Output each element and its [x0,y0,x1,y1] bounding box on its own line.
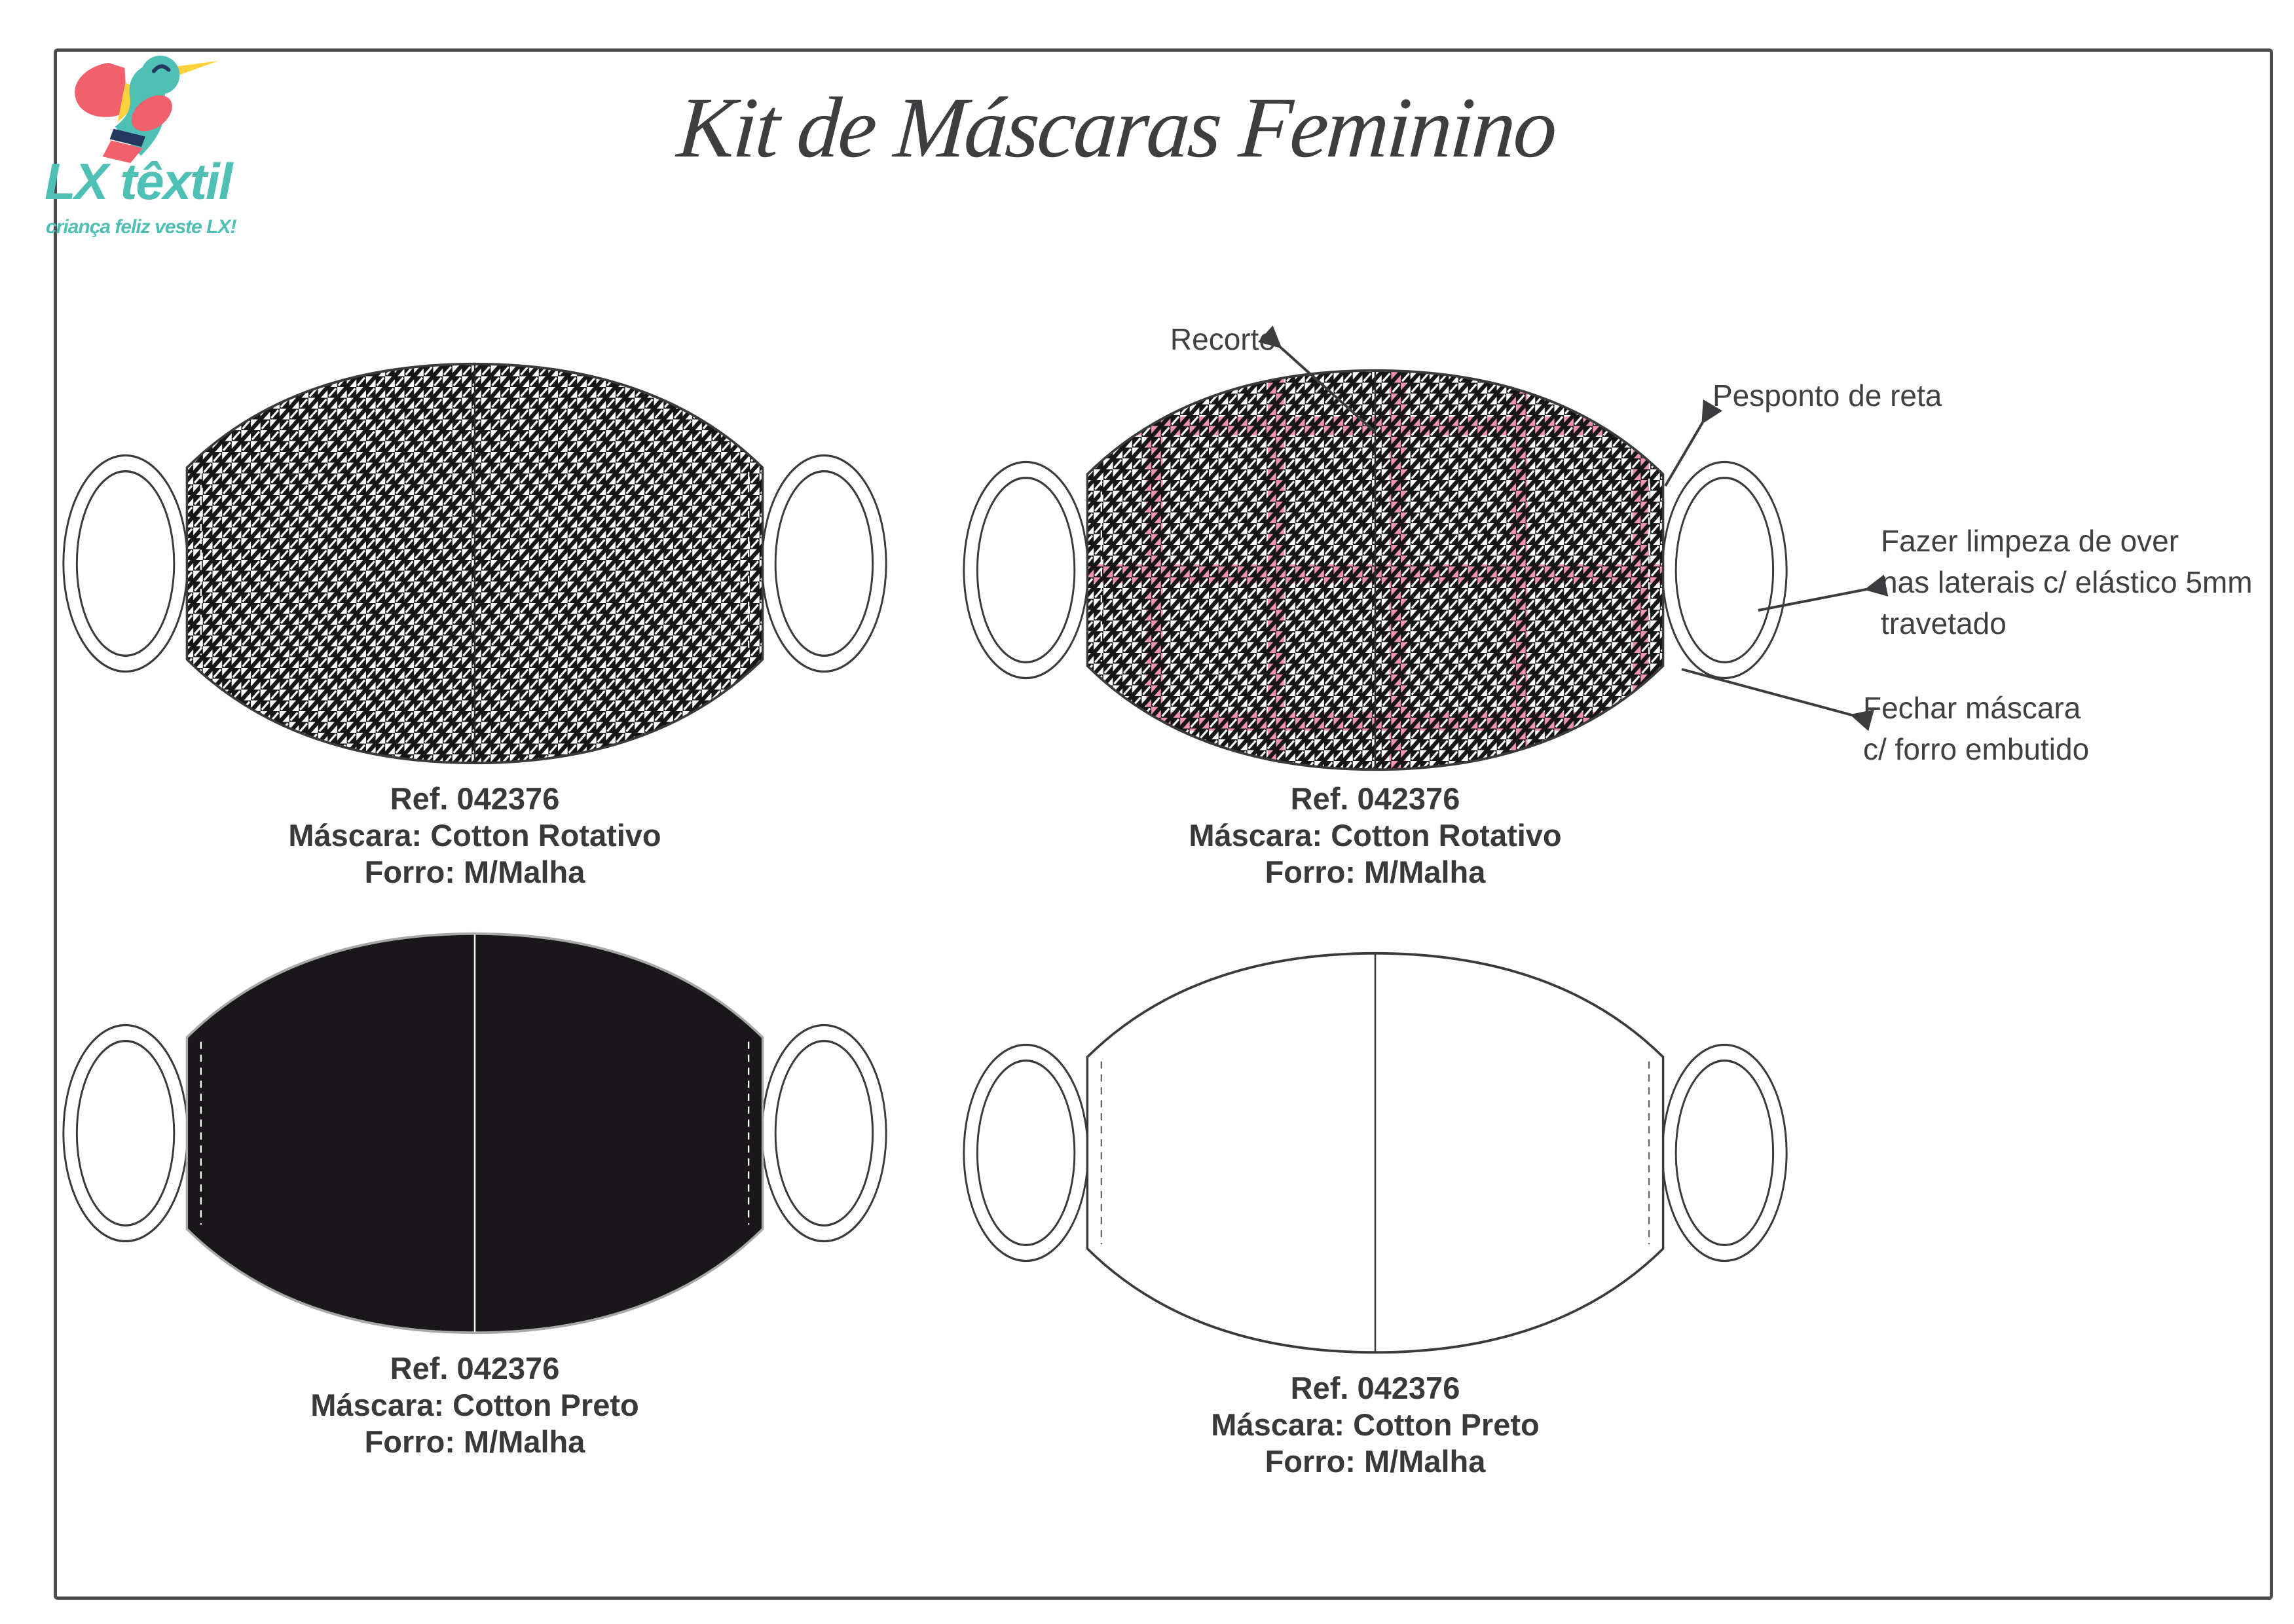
callout-line: Fechar máscara [1863,691,2081,725]
callout-line: travetado [1881,606,2007,640]
mask-drawing-bottom-right [959,933,1791,1437]
callout-fazer-limpeza [1881,521,2253,644]
page-title: Kit de Máscaras Feminino [675,79,1559,175]
hummingbird-icon [62,54,226,164]
mask-drawing-bottom-left [59,913,891,1418]
mask-label-top-left [115,781,835,891]
fabric-line: Máscara: Cotton Preto [310,1388,639,1422]
fabric-line: Máscara: Cotton Rotativo [1189,818,1562,853]
lining-line: Forro: M/Malha [1265,1444,1486,1479]
lining-line: Forro: M/Malha [364,855,585,889]
callout-line: c/ forro embutido [1863,732,2090,766]
ref-number: Ref. 042376 [390,781,560,816]
callout-pesponto: Pesponto de reta [1712,378,1942,413]
ref-number: Ref. 042376 [1290,1371,1460,1405]
brand-tagline: criança feliz veste LX! [46,216,236,238]
mask-drawing-top-left [59,344,891,848]
ref-number: Ref. 042376 [1290,781,1460,816]
mask-label-top-right [1015,781,1735,891]
fabric-line: Máscara: Cotton Preto [1211,1407,1540,1442]
mask-label-bottom-right [1015,1370,1735,1480]
brand-name: LX têxtil [45,153,232,210]
callout-recorte: Recorte [1170,322,1276,356]
ref-number: Ref. 042376 [390,1351,560,1386]
mask-label-bottom-left [115,1350,835,1460]
callout-line: Fazer limpeza de over [1881,524,2179,558]
lining-line: Forro: M/Malha [1265,855,1486,889]
mask-drawing-top-right [959,350,1791,855]
lining-line: Forro: M/Malha [364,1424,585,1459]
callout-fechar-mascara [1863,688,2089,770]
fabric-line: Máscara: Cotton Rotativo [288,818,661,853]
callout-line: nas laterais c/ elástico 5mm [1881,565,2253,599]
